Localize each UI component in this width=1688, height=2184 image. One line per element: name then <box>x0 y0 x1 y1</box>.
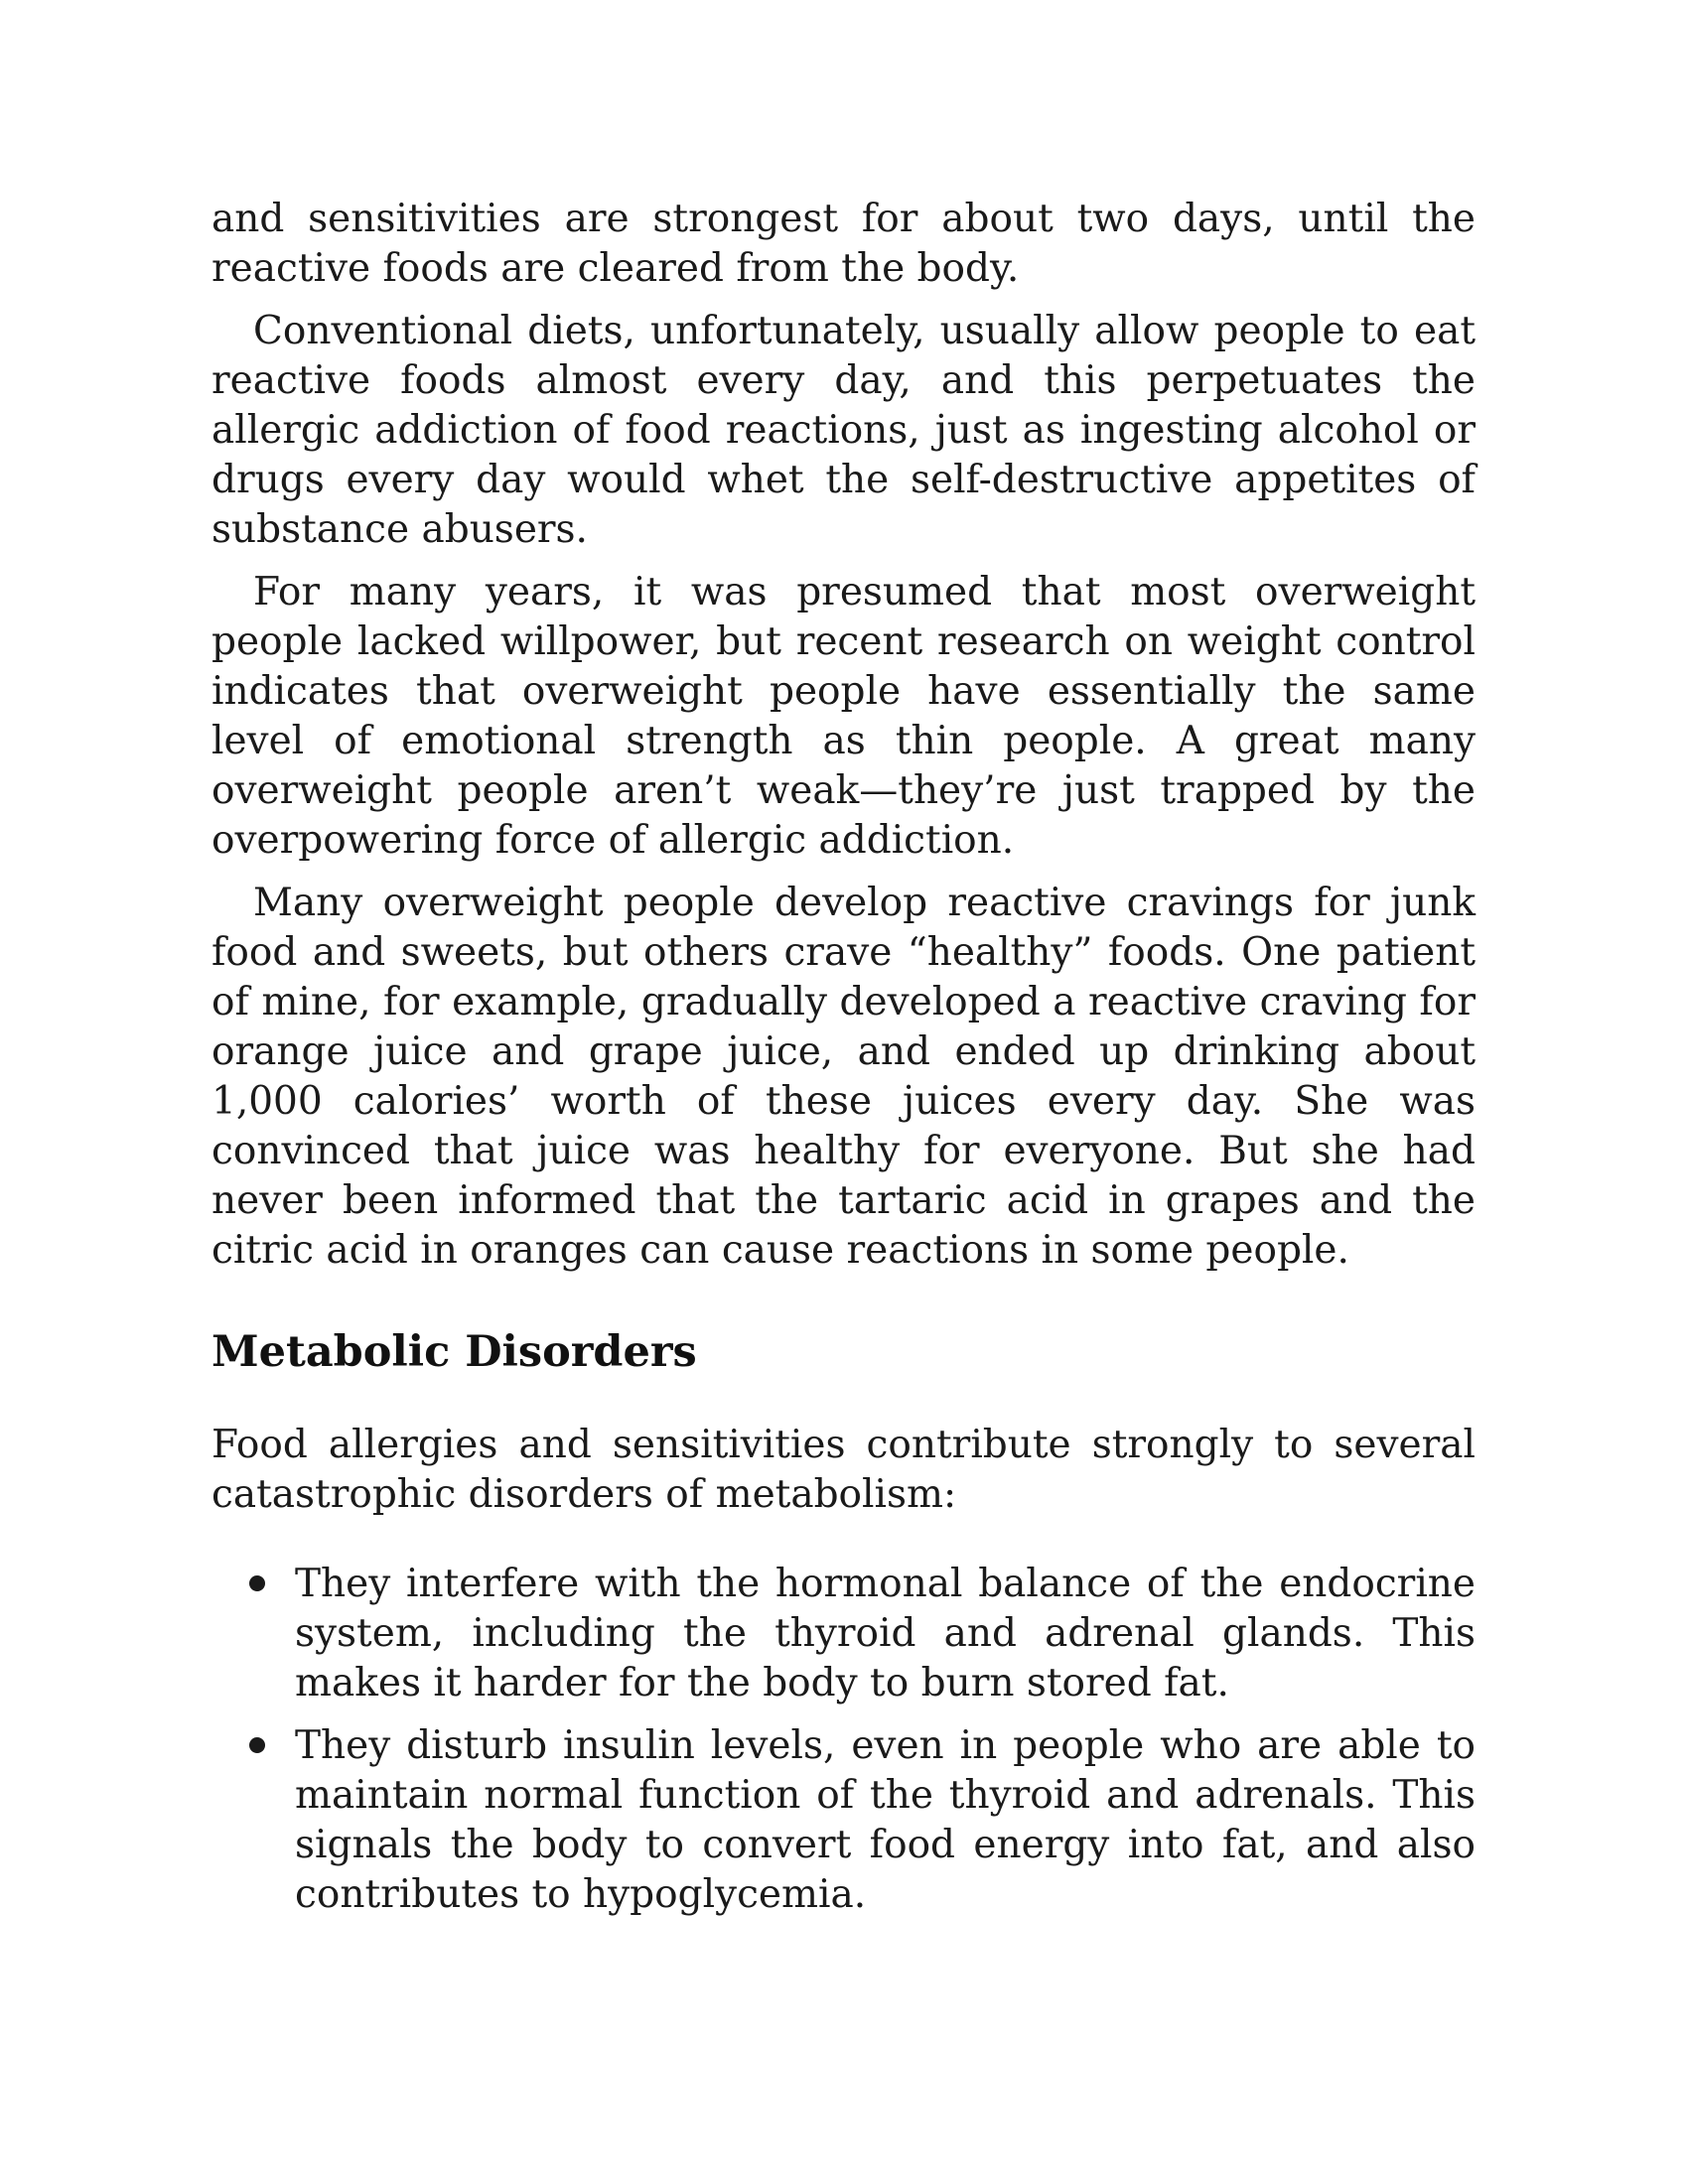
section-intro: Food allergies and sensitivities contribute strongly to several catastrophic disorders of metabolism: <box>211 1423 1476 1517</box>
list-item <box>211 1560 1476 1708</box>
page-body <box>211 195 1476 1933</box>
section-heading: Metabolic Disorders <box>211 1327 697 1377</box>
bullet-list <box>211 1560 1476 1920</box>
paragraph: For many years, it was presumed that most overweight people lacked willpower, but recent research on weight control indicates that overweight people have essentially the same level of emotional strength as thin people. A great many overweight people aren’t weak—they’re just trapped by the overpowering force of allergic addiction. <box>211 570 1476 863</box>
paragraph: and sensitivities are strongest for about two days, until the reactive foods are cleared from the body. <box>211 197 1476 291</box>
list-item-text: They interfere with the hormonal balance of the endocrine system, including the thyroid and adrenal glands. This makes it harder for the body to burn stored fat. <box>295 1562 1476 1706</box>
paragraph: Many overweight people develop reactive cravings for junk food and sweets, but others crave “healthy” foods. One patient of mine, for example, gradually developed a reactive craving for orange juice and grape juice, and ended up drinking about 1,000 calories’ worth of these juices every day. She was convinced that juice was healthy for everyone. But she had never been informed that the tartaric acid in grapes and the citric acid in oranges can cause reactions in some people. <box>211 881 1476 1273</box>
list-item-text: They disturb insulin levels, even in people who are able to maintain normal function of the thyroid and adrenals. This signals the body to convert food energy into fat, and also contributes to hypoglycemia. <box>295 1723 1476 1917</box>
paragraph: Conventional diets, unfortunately, usually allow people to eat reactive foods almost every day, and this perpetuates the allergic addiction of food reactions, just as ingesting alcohol or drugs every day would whet the self-destructive appetites of substance abusers. <box>211 309 1476 552</box>
bullet-icon <box>249 1575 265 1591</box>
list-item <box>211 1721 1476 1920</box>
bullet-icon <box>249 1737 265 1753</box>
